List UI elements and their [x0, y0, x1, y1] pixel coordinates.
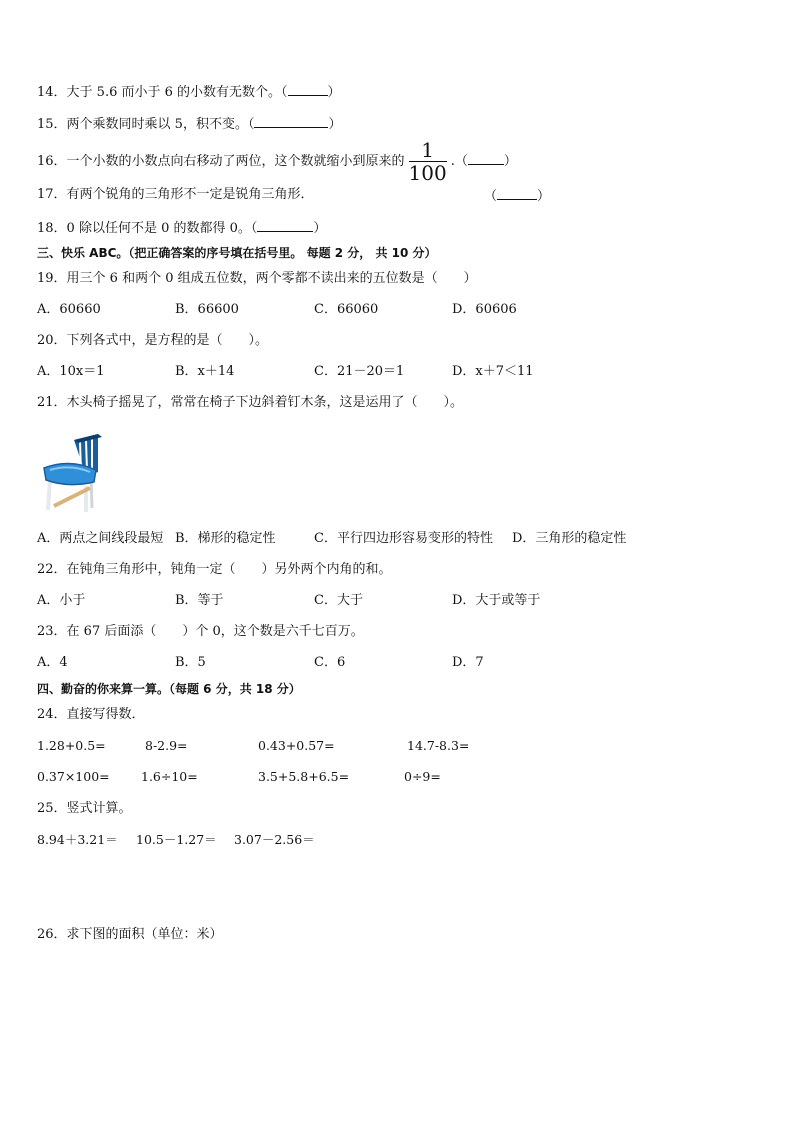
question-14 [37, 82, 341, 102]
calc-item: 0.37×100= [37, 769, 110, 784]
calc-item: 14.7-8.3= [407, 738, 470, 753]
calc-item: 0.43+0.57= [258, 738, 335, 753]
question-26: 26．求下图的面积（单位：米） [37, 927, 223, 942]
section-4-heading: 四、勤奋的你来算一算。（每题 6 分，共 18 分） [37, 682, 301, 696]
calc-item: 8-2.9= [145, 738, 188, 753]
option-c[interactable]: C．6 [314, 655, 346, 670]
question-22: 22．在钝角三角形中，钝角一定（ ）另外两个内角的和。 [37, 562, 392, 577]
section-3-heading: 三、快乐 ABC。（把正确答案的序号填在括号里。 每题 2 分， 共 10 分） [37, 246, 437, 260]
calc-item: 1.6÷10= [141, 769, 198, 784]
option-a[interactable]: A．4 [37, 655, 68, 670]
paren-close: ） [313, 221, 327, 236]
question-16 [37, 139, 517, 184]
option-b[interactable]: B．梯形的稳定性 [175, 531, 276, 546]
answer-blank[interactable] [497, 186, 537, 200]
question-24: 24．直接写得数． [37, 707, 145, 722]
calc-item: 3.07－2.56＝ [234, 832, 315, 847]
option-c[interactable]: C．21－20＝1 [314, 364, 405, 379]
option-d[interactable]: D．大于或等于 [452, 593, 541, 608]
question-16-after: .（ [450, 154, 468, 169]
option-b[interactable]: B．等于 [175, 593, 224, 608]
answer-blank[interactable] [468, 151, 504, 165]
option-a[interactable]: A．小于 [37, 593, 86, 608]
answer-blank[interactable] [254, 114, 328, 128]
fraction [409, 139, 447, 184]
question-15 [37, 114, 341, 134]
fraction-numerator: 1 [421, 138, 434, 162]
question-21: 21．木头椅子摇晃了，常常在椅子下边斜着钉木条，这是运用了（ ）。 [37, 395, 464, 410]
paren-close: ） [503, 154, 517, 169]
option-b[interactable]: B．5 [175, 655, 206, 670]
option-a[interactable]: A．60660 [37, 302, 101, 317]
question-16-text: 16．一个小数的小数点向右移动了两位，这个数就缩小到原来的 [37, 154, 405, 169]
question-23: 23．在 67 后面添（ ）个 0，这个数是六千七百万。 [37, 624, 364, 639]
option-c[interactable]: C．66060 [314, 302, 379, 317]
fraction-denominator: 100 [408, 161, 447, 185]
question-25: 25．竖式计算。 [37, 801, 132, 816]
calc-item: 10.5－1.27＝ [136, 832, 217, 847]
question-20: 20．下列各式中，是方程的是（ ）。 [37, 333, 269, 348]
option-b[interactable]: B．66600 [175, 302, 239, 317]
paren-close: ） [327, 85, 341, 100]
answer-blank[interactable] [288, 82, 328, 96]
option-c[interactable]: C．大于 [314, 593, 363, 608]
paren-close: ） [328, 117, 342, 132]
question-14-text: 14．大于 5.6 而小于 6 的小数有无数个。（ [37, 85, 288, 100]
paren-open: （ [484, 189, 498, 204]
answer-blank[interactable] [257, 218, 313, 232]
chair-illustration [40, 430, 106, 516]
question-17-answer [484, 186, 550, 206]
option-d[interactable]: D．7 [452, 655, 484, 670]
question-17 [37, 186, 314, 204]
option-b[interactable]: B．x＋14 [175, 364, 235, 379]
paren-close: ） [537, 189, 551, 204]
question-17-text: 17．有两个锐角的三角形不一定是锐角三角形． [37, 187, 314, 202]
question-18 [37, 218, 326, 238]
calc-item: 1.28+0.5= [37, 738, 106, 753]
question-15-text: 15．两个乘数同时乘以 5，积不变。（ [37, 117, 255, 132]
option-a[interactable]: A．两点之间线段最短 [37, 531, 164, 546]
option-d[interactable]: D．x＋7＜11 [452, 364, 534, 379]
option-c[interactable]: C．平行四边形容易变形的特性 [314, 531, 493, 546]
calc-item: 3.5+5.8+6.5= [258, 769, 350, 784]
question-19: 19．用三个 6 和两个 0 组成五位数，两个零都不读出来的五位数是（ ） [37, 271, 477, 286]
option-d[interactable]: D．三角形的稳定性 [512, 531, 627, 546]
option-d[interactable]: D．60606 [452, 302, 517, 317]
question-18-text: 18．0 除以任何不是 0 的数都得 0。（ [37, 221, 258, 236]
option-a[interactable]: A．10x＝1 [37, 364, 105, 379]
calc-item: 0÷9= [404, 769, 441, 784]
chair-front-leg [48, 480, 50, 510]
calc-item: 8.94＋3.21＝ [37, 832, 118, 847]
